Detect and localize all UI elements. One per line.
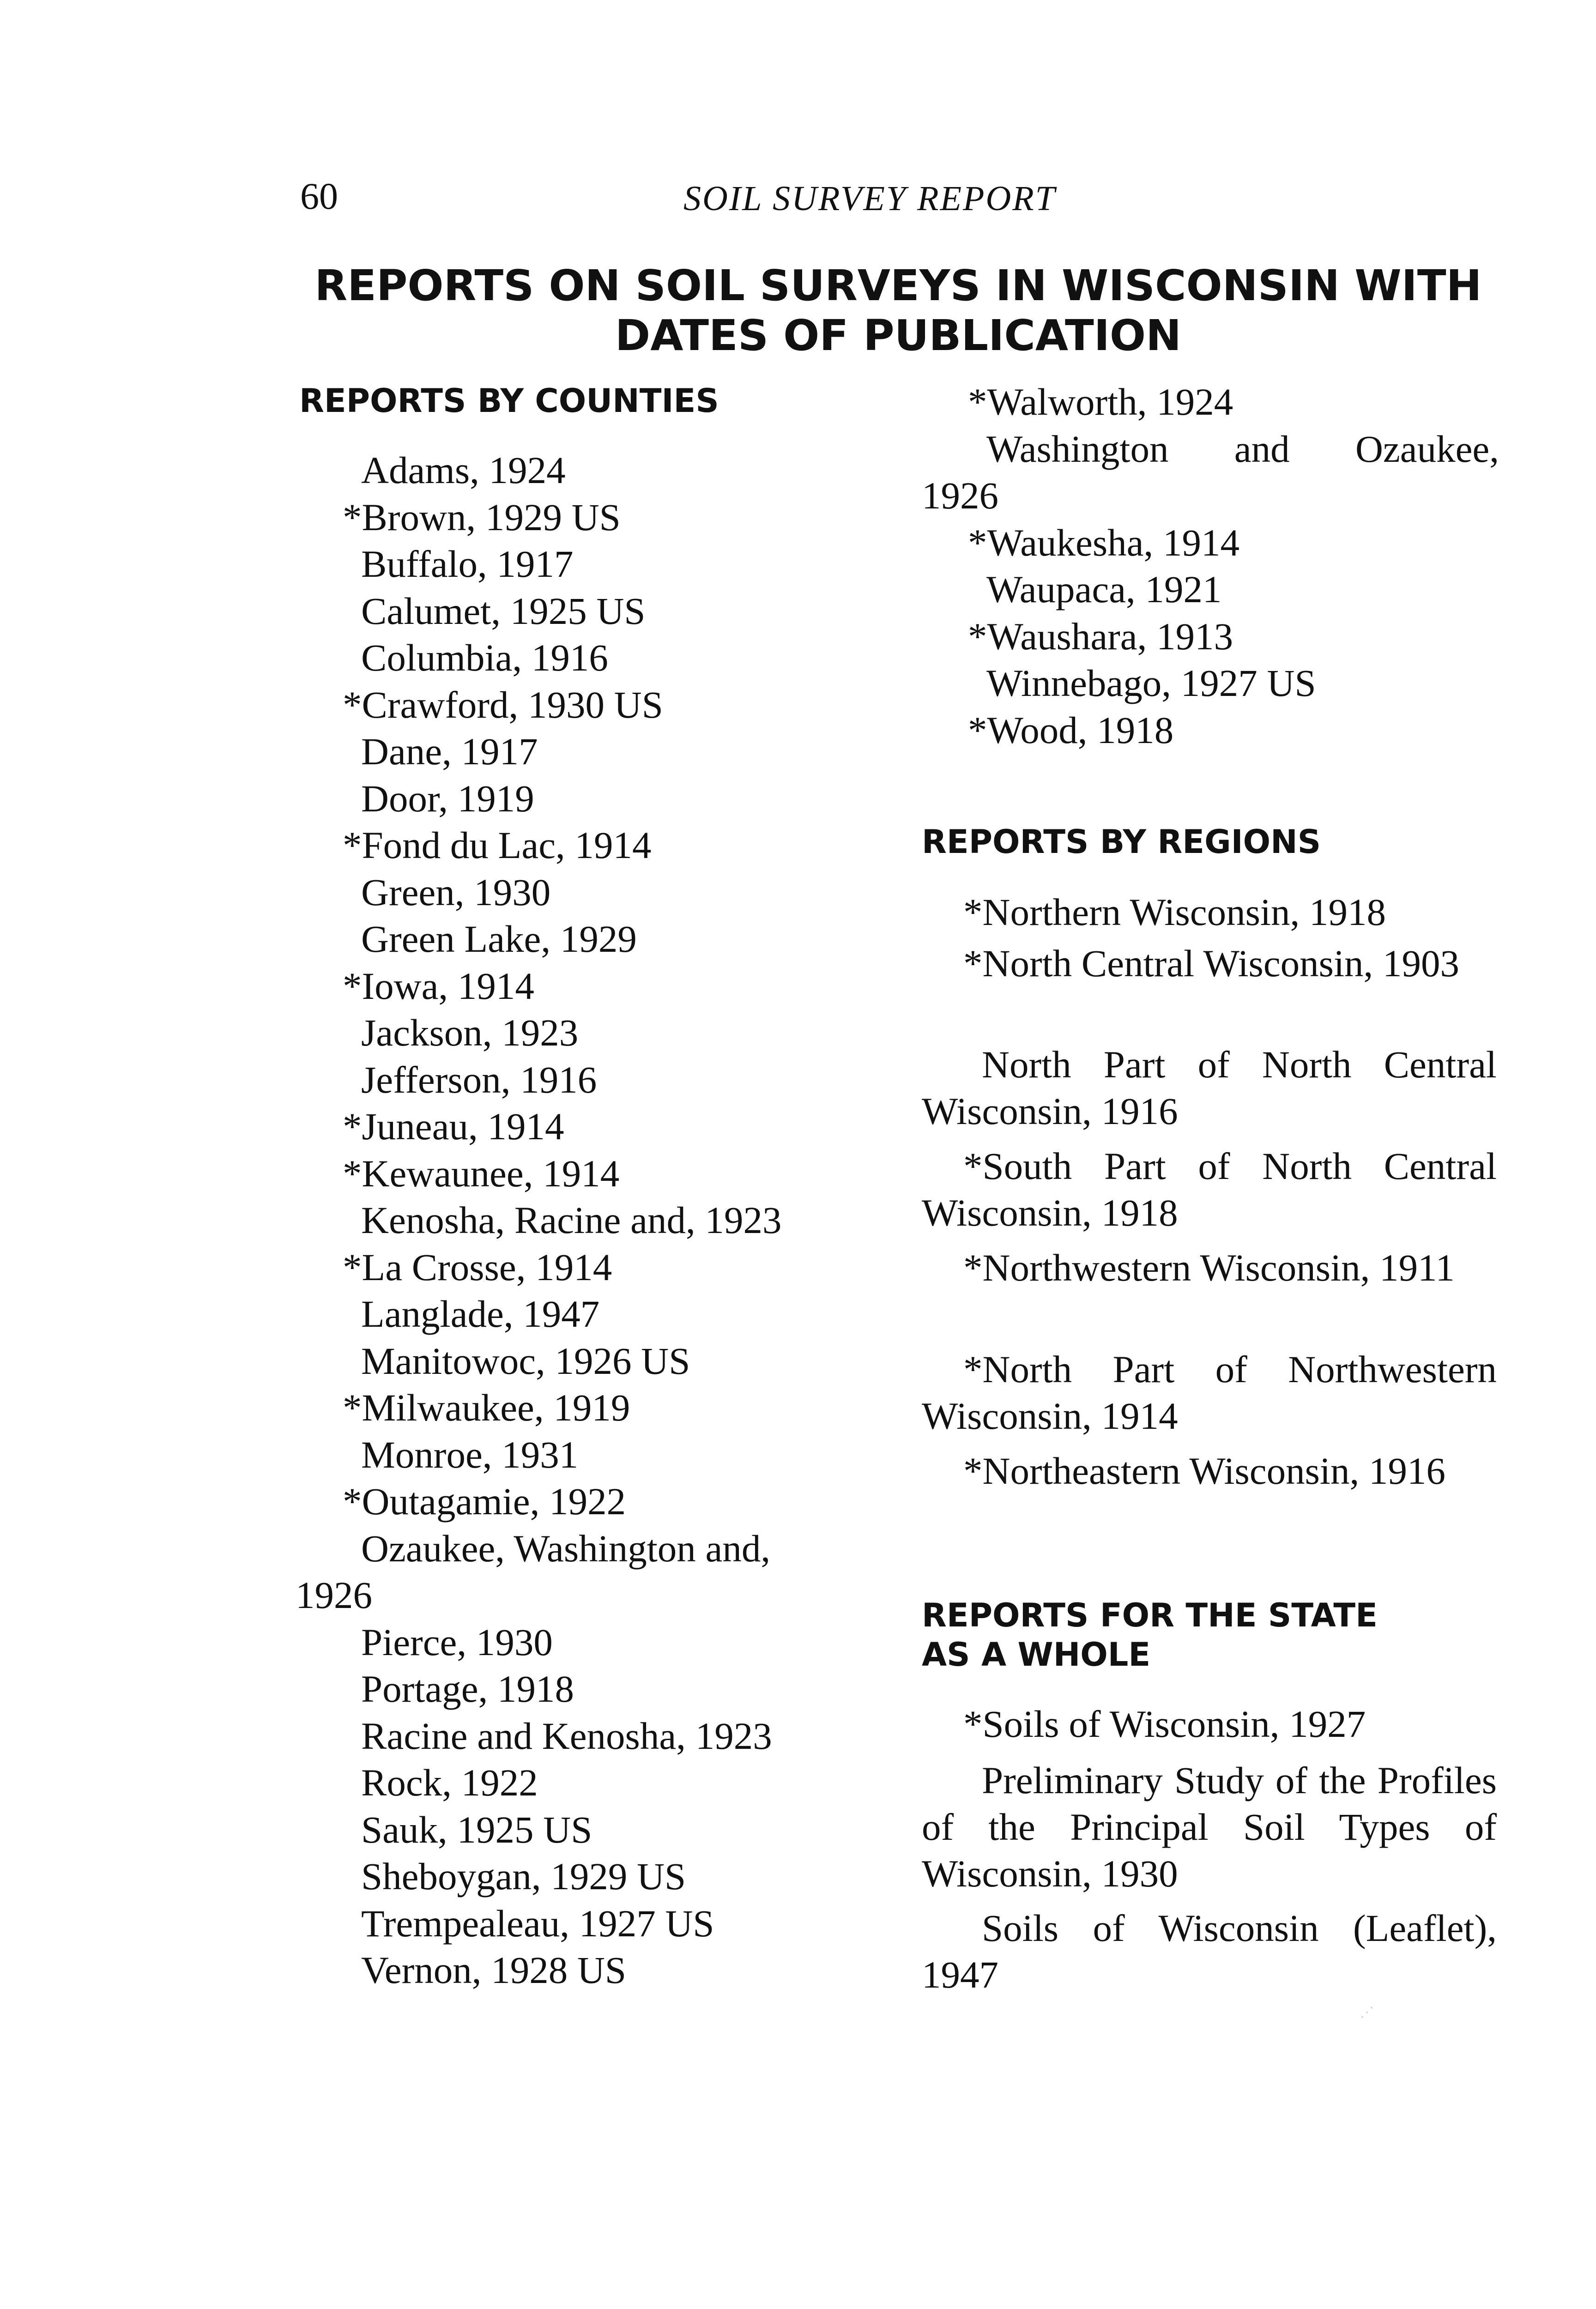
list-item: Manitowoc, 1926 US (361, 1339, 690, 1382)
counties-heading: REPORTS BY COUNTIES (299, 382, 719, 420)
list-item: 1926 (922, 474, 998, 517)
region-entry: *Northwestern Wisconsin, 1911 (963, 1246, 1455, 1289)
state-entry: Preliminary Study of the Profiles of the Principal Soil Types of Wisconsin, 1930 (922, 1759, 1497, 1895)
list-item: Pierce, 1930 (361, 1620, 553, 1663)
running-head: SOIL SURVEY REPORT (683, 179, 1056, 218)
list-item: *Kewaunee, 1914 (343, 1152, 620, 1195)
list-item: Calumet, 1925 US (361, 589, 646, 632)
list-item: Waupaca, 1921 (986, 568, 1222, 610)
list-item: Sheboygan, 1929 US (361, 1855, 686, 1898)
page-title (296, 261, 1501, 361)
list-item: Vernon, 1928 US (361, 1949, 627, 1991)
region-entry: *North Central Wisconsin, 1903 (963, 942, 1460, 985)
list-item: Ozaukee, Washington and, (361, 1527, 771, 1570)
list-item: *Fond du Lac, 1914 (343, 824, 652, 866)
state-entry: *Soils of Wisconsin, 1927 (963, 1703, 1366, 1745)
county-list-continued (922, 379, 1499, 754)
list-item: *Crawford, 1930 US (343, 683, 663, 726)
list-item: Monroe, 1931 (361, 1433, 579, 1476)
list-item: Jackson, 1923 (361, 1011, 579, 1054)
page-title-line-2: DATES OF PUBLICATION (615, 311, 1182, 360)
list-item: Columbia, 1916 (361, 636, 608, 679)
list-item: *Milwaukee, 1919 (343, 1386, 630, 1429)
list-item: 1926 (296, 1574, 372, 1616)
list-item: *Waushara, 1913 (968, 615, 1233, 658)
list-item: *Wood, 1918 (968, 708, 1174, 751)
region-entry: *South Part of North Central Wisconsin, 1918 (922, 1145, 1497, 1234)
regions-heading: REPORTS BY REGIONS (922, 823, 1321, 861)
list-item: Winnebago, 1927 US (986, 662, 1316, 704)
list-item: Langlade, 1947 (361, 1293, 600, 1335)
region-entry: *North Part of Northwestern Wisconsin, 1914 (922, 1348, 1497, 1437)
list-item: Adams, 1924 (361, 449, 566, 491)
list-item: *Iowa, 1914 (343, 964, 534, 1007)
list-item: Rock, 1922 (361, 1761, 538, 1804)
page-title-line-1: REPORTS ON SOIL SURVEYS IN WISCONSIN WITH (314, 261, 1482, 310)
page-number: 60 (300, 175, 338, 217)
list-item: Portage, 1918 (361, 1668, 574, 1710)
list-item: Door, 1919 (361, 777, 534, 820)
state-heading-line-1: REPORTS FOR THE STATE (922, 1596, 1378, 1634)
list-item: Green, 1930 (361, 870, 551, 913)
list-item: *Outagamie, 1922 (343, 1480, 626, 1523)
state-heading-line-2: AS A WHOLE (922, 1636, 1151, 1674)
list-item: Buffalo, 1917 (361, 543, 574, 585)
paper-smudge: ⋰ (1360, 2004, 1374, 2020)
region-entry: *Northeastern Wisconsin, 1916 (963, 1450, 1445, 1492)
list-item: Jefferson, 1916 (361, 1058, 597, 1101)
list-item: Green Lake, 1929 (361, 918, 637, 960)
list-item: Racine and Kenosha, 1923 (361, 1714, 772, 1757)
region-entry: North Part of North Central Wisconsin, 1916 (922, 1043, 1497, 1132)
list-item: Sauk, 1925 US (361, 1808, 592, 1851)
county-list (296, 447, 869, 1994)
list-item: *Brown, 1929 US (343, 496, 621, 538)
state-entry: Soils of Wisconsin (Leaflet), 1947 (922, 1907, 1497, 1996)
list-item: Trempealeau, 1927 US (361, 1902, 714, 1945)
list-item: *Juneau, 1914 (343, 1105, 564, 1148)
list-item: Washington and Ozaukee, (986, 427, 1499, 470)
region-entry: *Northern Wisconsin, 1918 (963, 891, 1386, 933)
list-item: *Walworth, 1924 (968, 381, 1233, 423)
list-item: Kenosha, Racine and, 1923 (361, 1199, 782, 1241)
list-item: *La Crosse, 1914 (343, 1245, 612, 1288)
list-item: *Waukesha, 1914 (968, 521, 1240, 564)
list-item: Dane, 1917 (361, 730, 538, 773)
